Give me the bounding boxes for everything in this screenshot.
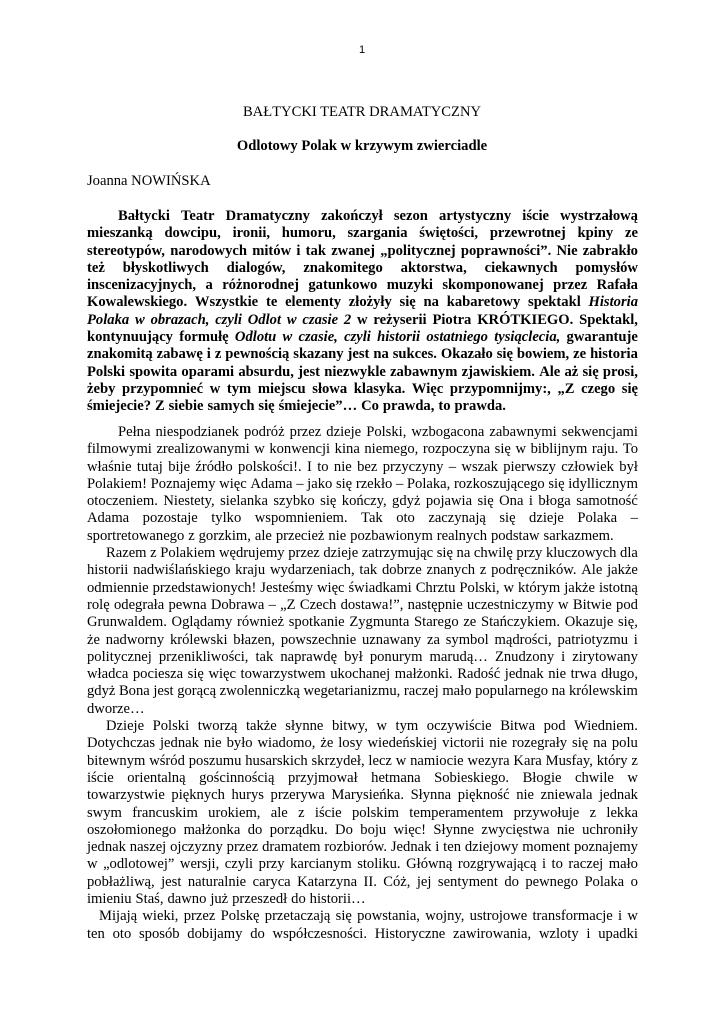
body-line: Polakiem! Poznajemy więc Adama – jako się rzekło – Polaka, rozkoszującego się idyllicznym — [87, 475, 638, 492]
body-line: bitewnym wśród poszumu husarskich skrzydeł, lecz w namiocie wezyra Kara Musfay, który z — [87, 752, 638, 769]
body-line: towarzystwie pięknych hurys przerywa Marysieńka. Słynna piękność nie zniewala jednak — [87, 787, 638, 804]
page-number: 1 — [358, 44, 366, 56]
body-line: gdyż Bona jest gorącą zwolenniczką wegetarianizmu, raczej mało popularnego na królewskim — [87, 683, 638, 700]
body-line: otoczeniem. Niestety, sielanka szybko się kończy, gdyż pojawia się Ona i błoga samotność — [87, 493, 638, 510]
body-line: swym francuskim urokiem, ale z iście polskim temperamentem przywołuje z lekka — [87, 804, 638, 821]
body-line: Grunwaldem. Oglądamy również spotkanie Zygmunta Starego ze Stańczykiem. Okazuje się, — [87, 614, 638, 631]
lead-line: żeby przypomnieć w tym miejscu słowa klasyka. Więc przypomnijmy:, „Z czego się — [87, 380, 638, 397]
lead-line: znakomitą zabawę i z pewnością skazany jest na sukces. Okazało się bowiem, ze historia — [87, 346, 638, 363]
body-line: filmowymi zrealizowanymi w konwencji kina niemego, rozpoczyna się w biblijnym raju. To — [87, 441, 638, 458]
body-line: historii nadwiślańskiego kraju wydarzeniach, tak dobrze znanych z podręczników. Ale jakże — [87, 562, 638, 579]
body-line: Dotychczas jednak nie było wiadomo, że losy wiedeńskiej victorii nie rozegrały się na polu — [87, 735, 638, 752]
lead-line: Bałtycki Teatr Dramatyczny zakończył sezon artystyczny iście wystrzałową — [118, 208, 638, 224]
body-line: dworze… — [87, 700, 145, 717]
lead-line: kontynuujący formułę Odlotu w czasie, czyli historii ostatniego tysiąclecia, gwarantuje — [87, 329, 638, 346]
article-body — [87, 424, 638, 943]
article-title: Odlotowy Polak w krzywym zwierciadle — [236, 138, 488, 154]
body-line: władca pociesza się więc towarzystwem ukochanej małżonki. Radość jednak nie trwa długo, — [87, 666, 638, 683]
body-line: rolę odegrała pewna Dobrawa – „Z Czech dostawa!”, następnie uczestniczymy w Bitwie pod — [87, 596, 638, 613]
lead-line: śmiejecie? Z siebie samych się śmiejecie”… Co prawda, to prawda. — [87, 398, 506, 415]
body-line: imieniu Staś, dawno już przeszedł do historii… — [87, 891, 366, 908]
lead-line: stereotypów, narodowych mitów i tak zwanej „politycznej poprawności”. Nie zabrakło — [87, 242, 638, 259]
body-line: właśnie tutaj bije źródło polskości!. I to nie bez przyczyny – wszak pierwszy człowiek był — [87, 458, 638, 475]
body-line: Pełna niespodzianek podróż przez dzieje Polski, wzbogacona zabawnymi sekwencjami — [118, 424, 638, 440]
lead-paragraph — [87, 208, 638, 416]
lead-line: też błyskotliwych dialogów, znakomitego aktorstwa, ciekawnych pomysłów — [87, 259, 638, 276]
body-line: w „odlotowej” wersji, czyli przy karcianym stoliku. Główną rozgrywającą i to raczej mało — [87, 856, 638, 873]
body-line: sportretowanego z gorzkim, ale przecież nie pozbawionym realnych podstaw sarkazmem. — [87, 527, 614, 544]
body-line: pobłażliwą, jest naturalnie caryca Katarzyna II. Cóż, jej sentyment do pewnego Polaka o — [87, 873, 638, 890]
body-line: odmiennie przedstawionych! Jesteśmy więc świadkami Chrztu Polski, w którym jakże istotną — [87, 579, 638, 596]
body-line: Dzieje Polski tworzą także słynne bitwy, w tym oczywiście Bitwa pod Wiedniem. — [106, 718, 638, 735]
lead-line: Polski spowita oparami absurdu, jest niezwykle zabawnym zjawiskiem. Ale aż się prosi, — [87, 363, 638, 380]
body-line: ten oto sposób dobijamy do współczesności. Historyczne zawirowania, wzloty i upadki — [87, 925, 638, 942]
body-line: jednak naszej ojczyzny przez dramatem rozbiorów. Jednak i ten dziejowy moment poznajemy — [87, 839, 638, 856]
lead-line: inscenizacyjnych, a różnorodnej gatunkowo muzyki skomponowanej przez Rafała — [87, 277, 638, 294]
lead-line: Kowalewskiego. Wszystkie te elementy złożyły się na kabaretowy spektakl Historia — [87, 294, 638, 311]
body-line: politycznej przenikliwości, tak naprawdę był ponurym marudą… Znudzony i zirytowany — [87, 648, 638, 665]
body-line: Adama pozostaje tylko wspomnieniem. Tak oto zaczynają się dzieje Polaka – — [87, 510, 638, 527]
lead-line: mieszanką dowcipu, ironii, humoru, szargania świętości, przewrotnej kpiny ze — [87, 225, 638, 242]
body-line: Razem z Polakiem wędrujemy przez dzieje zatrzymując się na chwilę przy kluczowych dla — [106, 545, 638, 562]
lead-line: Polaka w obrazach, czyli Odlot w czasie 2 w reżyserii Piotra KRÓTKIEGO. Spektakl, — [87, 311, 638, 328]
body-line: iście orientalną gościnnością przyjmował hetmana Sobieskiego. Błogie chwile w — [87, 769, 638, 786]
body-line: że nadworny królewski błazen, powszechnie uznawany za symbol mądrości, patriotyzmu i — [87, 631, 638, 648]
theatre-heading: BAŁTYCKI TEATR DRAMATYCZNY — [242, 104, 482, 120]
body-line: oszołomionego małżonka do porządku. Do boju więc! Słynne zwycięstwa nie uchroniły — [87, 821, 638, 838]
body-line: Mijają wieki, przez Polskę przetaczają się powstania, wojny, ustrojowe transformacje i w — [99, 908, 638, 925]
author-byline: Joanna NOWIŃSKA — [87, 173, 211, 189]
